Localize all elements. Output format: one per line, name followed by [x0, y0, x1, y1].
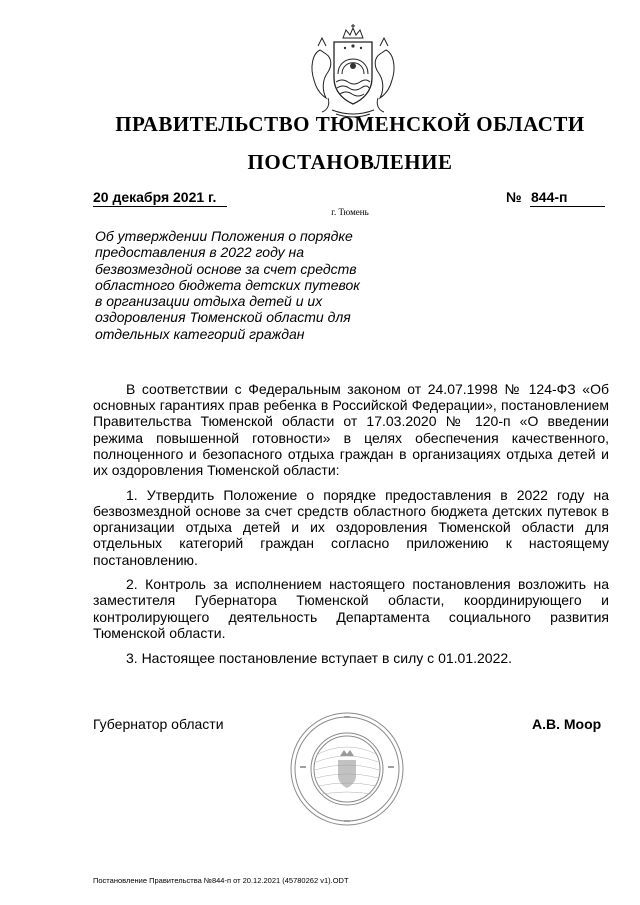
item-2-paragraph: 2. Контроль за исполнением настоящего постановления возложить на заместителя Губернатора Тюменской области, координирующего и контролирующего деятельность Департамента социального развития Тюменской области.	[93, 576, 609, 641]
tyumen-coat-of-arms-icon	[298, 24, 408, 120]
signatory-name: А.В. Моор	[532, 716, 602, 732]
document-date: 20 декабря 2021 г.	[93, 189, 227, 207]
signatory-role: Губернатор области	[93, 716, 224, 732]
preamble-paragraph: В соответствии с Федеральным законом от 24.07.1998 № 124-ФЗ «Об основных гарантиях прав ребенка в Российской Федерации», постановлением Правительства Тюменской области от 17.03.2020 № 120-п «О введении режима повышенной готовности» в целях обеспечения качественного, полноценного и безопасного отдыха граждан в организациях отдыха детей и их оздоровления Тюменской области:	[93, 381, 609, 479]
document-type: ПОСТАНОВЛЕНИЕ	[247, 150, 453, 174]
document-footer: Постановление Правительства №844-п от 20.12.2021 (45780262 v1).ODT	[93, 876, 349, 885]
official-seal-icon	[288, 710, 406, 828]
government-title: ПРАВИТЕЛЬСТВО ТЮМЕНСКОЙ ОБЛАСТИ	[115, 112, 585, 136]
document-city: г. Тюмень	[331, 207, 369, 217]
item-3-paragraph: 3. Настоящее постановление вступает в силу с 01.01.2022.	[126, 649, 513, 666]
item-1-paragraph: 1. Утвердить Положение о порядке предоставления в 2022 году на безвозмездной основе за счет средств областного бюджета детских путевок в организации отдыха детей и их оздоровления Тюменской области для отдельных категорий граждан согласно приложению к настоящему постановлению.	[93, 486, 609, 568]
document-subject: Об утверждении Положения о порядке предоставления в 2022 году на безвозмездной основе за счет средств областного бюджета детских путевок в организации отдыха детей и их оздоровления Тюменской области для отдельных категорий граждан	[95, 228, 360, 342]
document-number: 844-п	[530, 189, 605, 207]
number-label: №	[506, 189, 522, 205]
document-body	[93, 381, 609, 674]
